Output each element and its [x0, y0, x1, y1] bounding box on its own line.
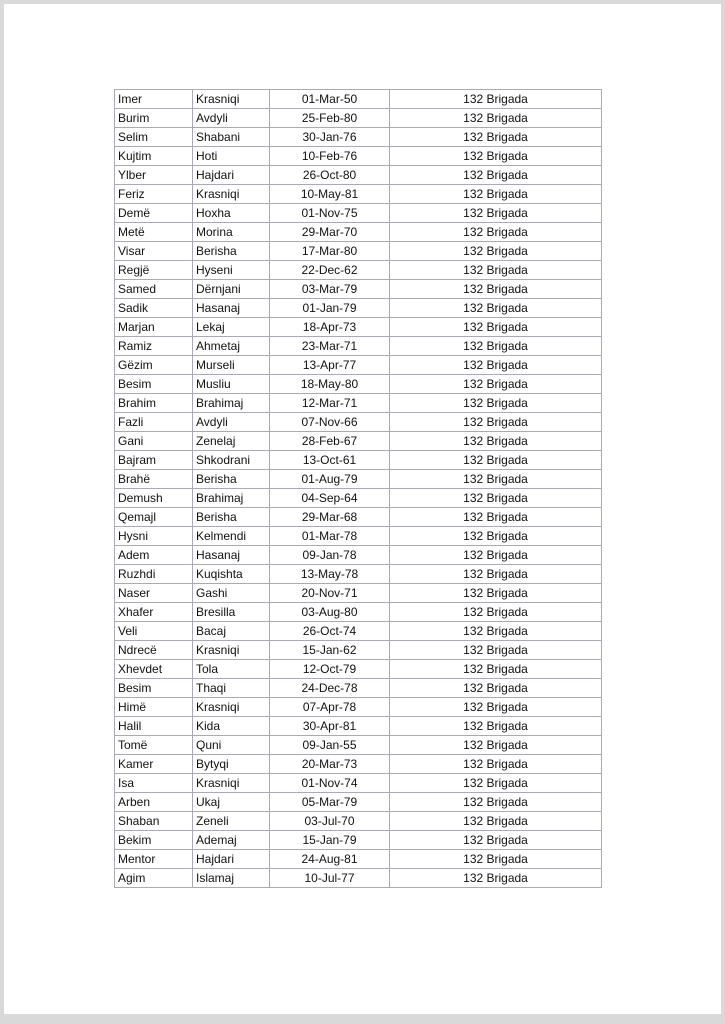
last-name-cell: Bacaj — [193, 622, 270, 641]
last-name-cell: Dërnjani — [193, 280, 270, 299]
last-name-cell: Quni — [193, 736, 270, 755]
last-name-cell: Berisha — [193, 508, 270, 527]
unit-cell: 132 Brigada — [390, 356, 602, 375]
last-name-cell: Murseli — [193, 356, 270, 375]
table-row — [115, 394, 602, 413]
last-name-cell: Kelmendi — [193, 527, 270, 546]
last-name-cell: Hyseni — [193, 261, 270, 280]
birth-date-cell: 10-Feb-76 — [270, 147, 390, 166]
first-name-cell: Xhafer — [115, 603, 193, 622]
unit-cell: 132 Brigada — [390, 641, 602, 660]
table-row — [115, 622, 602, 641]
birth-date-cell: 03-Jul-70 — [270, 812, 390, 831]
unit-cell: 132 Brigada — [390, 736, 602, 755]
last-name-cell: Hajdari — [193, 850, 270, 869]
table-row — [115, 869, 602, 888]
table-row — [115, 318, 602, 337]
unit-cell: 132 Brigada — [390, 451, 602, 470]
table-row — [115, 850, 602, 869]
table-row — [115, 299, 602, 318]
birth-date-cell: 01-Mar-50 — [270, 90, 390, 109]
birth-date-cell: 07-Nov-66 — [270, 413, 390, 432]
unit-cell: 132 Brigada — [390, 717, 602, 736]
last-name-cell: Brahimaj — [193, 394, 270, 413]
first-name-cell: Visar — [115, 242, 193, 261]
unit-cell: 132 Brigada — [390, 546, 602, 565]
table-row — [115, 242, 602, 261]
birth-date-cell: 13-Oct-61 — [270, 451, 390, 470]
birth-date-cell: 09-Jan-78 — [270, 546, 390, 565]
first-name-cell: Kujtim — [115, 147, 193, 166]
birth-date-cell: 22-Dec-62 — [270, 261, 390, 280]
first-name-cell: Ruzhdi — [115, 565, 193, 584]
unit-cell: 132 Brigada — [390, 147, 602, 166]
table-row — [115, 356, 602, 375]
table-row — [115, 641, 602, 660]
birth-date-cell: 29-Mar-70 — [270, 223, 390, 242]
last-name-cell: Krasniqi — [193, 641, 270, 660]
birth-date-cell: 29-Mar-68 — [270, 508, 390, 527]
table-row — [115, 375, 602, 394]
first-name-cell: Gëzim — [115, 356, 193, 375]
birth-date-cell: 20-Mar-73 — [270, 755, 390, 774]
unit-cell: 132 Brigada — [390, 280, 602, 299]
table-row — [115, 698, 602, 717]
first-name-cell: Gani — [115, 432, 193, 451]
birth-date-cell: 13-May-78 — [270, 565, 390, 584]
last-name-cell: Ukaj — [193, 793, 270, 812]
unit-cell: 132 Brigada — [390, 565, 602, 584]
unit-cell: 132 Brigada — [390, 812, 602, 831]
last-name-cell: Hoti — [193, 147, 270, 166]
first-name-cell: Selim — [115, 128, 193, 147]
birth-date-cell: 12-Oct-79 — [270, 660, 390, 679]
table-row — [115, 679, 602, 698]
last-name-cell: Avdyli — [193, 109, 270, 128]
last-name-cell: Ahmetaj — [193, 337, 270, 356]
last-name-cell: Ademaj — [193, 831, 270, 850]
table-row — [115, 527, 602, 546]
birth-date-cell: 09-Jan-55 — [270, 736, 390, 755]
last-name-cell: Shabani — [193, 128, 270, 147]
unit-cell: 132 Brigada — [390, 185, 602, 204]
first-name-cell: Himë — [115, 698, 193, 717]
last-name-cell: Thaqi — [193, 679, 270, 698]
unit-cell: 132 Brigada — [390, 242, 602, 261]
birth-date-cell: 25-Feb-80 — [270, 109, 390, 128]
last-name-cell: Gashi — [193, 584, 270, 603]
last-name-cell: Hasanaj — [193, 546, 270, 565]
birth-date-cell: 01-Mar-78 — [270, 527, 390, 546]
last-name-cell: Morina — [193, 223, 270, 242]
unit-cell: 132 Brigada — [390, 375, 602, 394]
unit-cell: 132 Brigada — [390, 394, 602, 413]
first-name-cell: Qemajl — [115, 508, 193, 527]
roster-table — [114, 89, 602, 888]
first-name-cell: Besim — [115, 679, 193, 698]
first-name-cell: Burim — [115, 109, 193, 128]
birth-date-cell: 01-Aug-79 — [270, 470, 390, 489]
table-row — [115, 831, 602, 850]
roster-table-body — [115, 90, 602, 888]
unit-cell: 132 Brigada — [390, 109, 602, 128]
last-name-cell: Zeneli — [193, 812, 270, 831]
first-name-cell: Kamer — [115, 755, 193, 774]
first-name-cell: Ramiz — [115, 337, 193, 356]
table-row — [115, 432, 602, 451]
birth-date-cell: 07-Apr-78 — [270, 698, 390, 717]
last-name-cell: Hajdari — [193, 166, 270, 185]
table-row — [115, 147, 602, 166]
unit-cell: 132 Brigada — [390, 831, 602, 850]
unit-cell: 132 Brigada — [390, 679, 602, 698]
first-name-cell: Arben — [115, 793, 193, 812]
unit-cell: 132 Brigada — [390, 584, 602, 603]
unit-cell: 132 Brigada — [390, 204, 602, 223]
last-name-cell: Kuqishta — [193, 565, 270, 584]
last-name-cell: Bresilla — [193, 603, 270, 622]
unit-cell: 132 Brigada — [390, 755, 602, 774]
birth-date-cell: 28-Feb-67 — [270, 432, 390, 451]
first-name-cell: Demush — [115, 489, 193, 508]
first-name-cell: Adem — [115, 546, 193, 565]
unit-cell: 132 Brigada — [390, 413, 602, 432]
table-row — [115, 109, 602, 128]
first-name-cell: Mentor — [115, 850, 193, 869]
unit-cell: 132 Brigada — [390, 223, 602, 242]
table-row — [115, 603, 602, 622]
birth-date-cell: 12-Mar-71 — [270, 394, 390, 413]
unit-cell: 132 Brigada — [390, 793, 602, 812]
birth-date-cell: 01-Jan-79 — [270, 299, 390, 318]
table-row — [115, 812, 602, 831]
birth-date-cell: 15-Jan-62 — [270, 641, 390, 660]
birth-date-cell: 17-Mar-80 — [270, 242, 390, 261]
birth-date-cell: 18-Apr-73 — [270, 318, 390, 337]
first-name-cell: Demë — [115, 204, 193, 223]
last-name-cell: Krasniqi — [193, 774, 270, 793]
unit-cell: 132 Brigada — [390, 337, 602, 356]
unit-cell: 132 Brigada — [390, 603, 602, 622]
first-name-cell: Brahë — [115, 470, 193, 489]
first-name-cell: Agim — [115, 869, 193, 888]
table-row — [115, 660, 602, 679]
first-name-cell: Hysni — [115, 527, 193, 546]
first-name-cell: Veli — [115, 622, 193, 641]
first-name-cell: Sadik — [115, 299, 193, 318]
unit-cell: 132 Brigada — [390, 432, 602, 451]
table-row — [115, 204, 602, 223]
last-name-cell: Shkodrani — [193, 451, 270, 470]
last-name-cell: Bytyqi — [193, 755, 270, 774]
first-name-cell: Regjë — [115, 261, 193, 280]
birth-date-cell: 23-Mar-71 — [270, 337, 390, 356]
first-name-cell: Brahim — [115, 394, 193, 413]
first-name-cell: Bajram — [115, 451, 193, 470]
last-name-cell: Zenelaj — [193, 432, 270, 451]
birth-date-cell: 05-Mar-79 — [270, 793, 390, 812]
birth-date-cell: 26-Oct-74 — [270, 622, 390, 641]
birth-date-cell: 15-Jan-79 — [270, 831, 390, 850]
table-row — [115, 280, 602, 299]
last-name-cell: Musliu — [193, 375, 270, 394]
last-name-cell: Kida — [193, 717, 270, 736]
birth-date-cell: 26-Oct-80 — [270, 166, 390, 185]
first-name-cell: Samed — [115, 280, 193, 299]
first-name-cell: Isa — [115, 774, 193, 793]
table-row — [115, 451, 602, 470]
table-row — [115, 565, 602, 584]
last-name-cell: Krasniqi — [193, 90, 270, 109]
birth-date-cell: 24-Dec-78 — [270, 679, 390, 698]
unit-cell: 132 Brigada — [390, 318, 602, 337]
unit-cell: 132 Brigada — [390, 774, 602, 793]
first-name-cell: Besim — [115, 375, 193, 394]
first-name-cell: Ndrecë — [115, 641, 193, 660]
table-row — [115, 793, 602, 812]
table-row — [115, 489, 602, 508]
first-name-cell: Feriz — [115, 185, 193, 204]
last-name-cell: Lekaj — [193, 318, 270, 337]
unit-cell: 132 Brigada — [390, 698, 602, 717]
first-name-cell: Ylber — [115, 166, 193, 185]
birth-date-cell: 30-Jan-76 — [270, 128, 390, 147]
unit-cell: 132 Brigada — [390, 869, 602, 888]
birth-date-cell: 20-Nov-71 — [270, 584, 390, 603]
unit-cell: 132 Brigada — [390, 128, 602, 147]
last-name-cell: Islamaj — [193, 869, 270, 888]
table-row — [115, 508, 602, 527]
birth-date-cell: 18-May-80 — [270, 375, 390, 394]
birth-date-cell: 30-Apr-81 — [270, 717, 390, 736]
first-name-cell: Bekim — [115, 831, 193, 850]
table-row — [115, 584, 602, 603]
first-name-cell: Marjan — [115, 318, 193, 337]
birth-date-cell: 04-Sep-64 — [270, 489, 390, 508]
table-row — [115, 166, 602, 185]
last-name-cell: Hoxha — [193, 204, 270, 223]
unit-cell: 132 Brigada — [390, 508, 602, 527]
table-row — [115, 223, 602, 242]
last-name-cell: Avdyli — [193, 413, 270, 432]
table-row — [115, 736, 602, 755]
birth-date-cell: 01-Nov-74 — [270, 774, 390, 793]
birth-date-cell: 01-Nov-75 — [270, 204, 390, 223]
table-row — [115, 470, 602, 489]
table-row — [115, 90, 602, 109]
table-row — [115, 717, 602, 736]
first-name-cell: Imer — [115, 90, 193, 109]
unit-cell: 132 Brigada — [390, 489, 602, 508]
unit-cell: 132 Brigada — [390, 527, 602, 546]
table-row — [115, 128, 602, 147]
document-page — [4, 4, 721, 1014]
unit-cell: 132 Brigada — [390, 470, 602, 489]
last-name-cell: Tola — [193, 660, 270, 679]
birth-date-cell: 03-Aug-80 — [270, 603, 390, 622]
last-name-cell: Hasanaj — [193, 299, 270, 318]
first-name-cell: Shaban — [115, 812, 193, 831]
last-name-cell: Berisha — [193, 242, 270, 261]
first-name-cell: Fazli — [115, 413, 193, 432]
birth-date-cell: 10-Jul-77 — [270, 869, 390, 888]
table-row — [115, 755, 602, 774]
first-name-cell: Halil — [115, 717, 193, 736]
first-name-cell: Metë — [115, 223, 193, 242]
unit-cell: 132 Brigada — [390, 90, 602, 109]
birth-date-cell: 10-May-81 — [270, 185, 390, 204]
first-name-cell: Tomë — [115, 736, 193, 755]
unit-cell: 132 Brigada — [390, 261, 602, 280]
birth-date-cell: 13-Apr-77 — [270, 356, 390, 375]
table-row — [115, 185, 602, 204]
first-name-cell: Naser — [115, 584, 193, 603]
last-name-cell: Brahimaj — [193, 489, 270, 508]
last-name-cell: Krasniqi — [193, 185, 270, 204]
birth-date-cell: 03-Mar-79 — [270, 280, 390, 299]
table-row — [115, 546, 602, 565]
table-row — [115, 413, 602, 432]
first-name-cell: Xhevdet — [115, 660, 193, 679]
unit-cell: 132 Brigada — [390, 660, 602, 679]
unit-cell: 132 Brigada — [390, 850, 602, 869]
unit-cell: 132 Brigada — [390, 299, 602, 318]
birth-date-cell: 24-Aug-81 — [270, 850, 390, 869]
unit-cell: 132 Brigada — [390, 622, 602, 641]
unit-cell: 132 Brigada — [390, 166, 602, 185]
last-name-cell: Berisha — [193, 470, 270, 489]
table-row — [115, 774, 602, 793]
table-row — [115, 261, 602, 280]
table-row — [115, 337, 602, 356]
last-name-cell: Krasniqi — [193, 698, 270, 717]
